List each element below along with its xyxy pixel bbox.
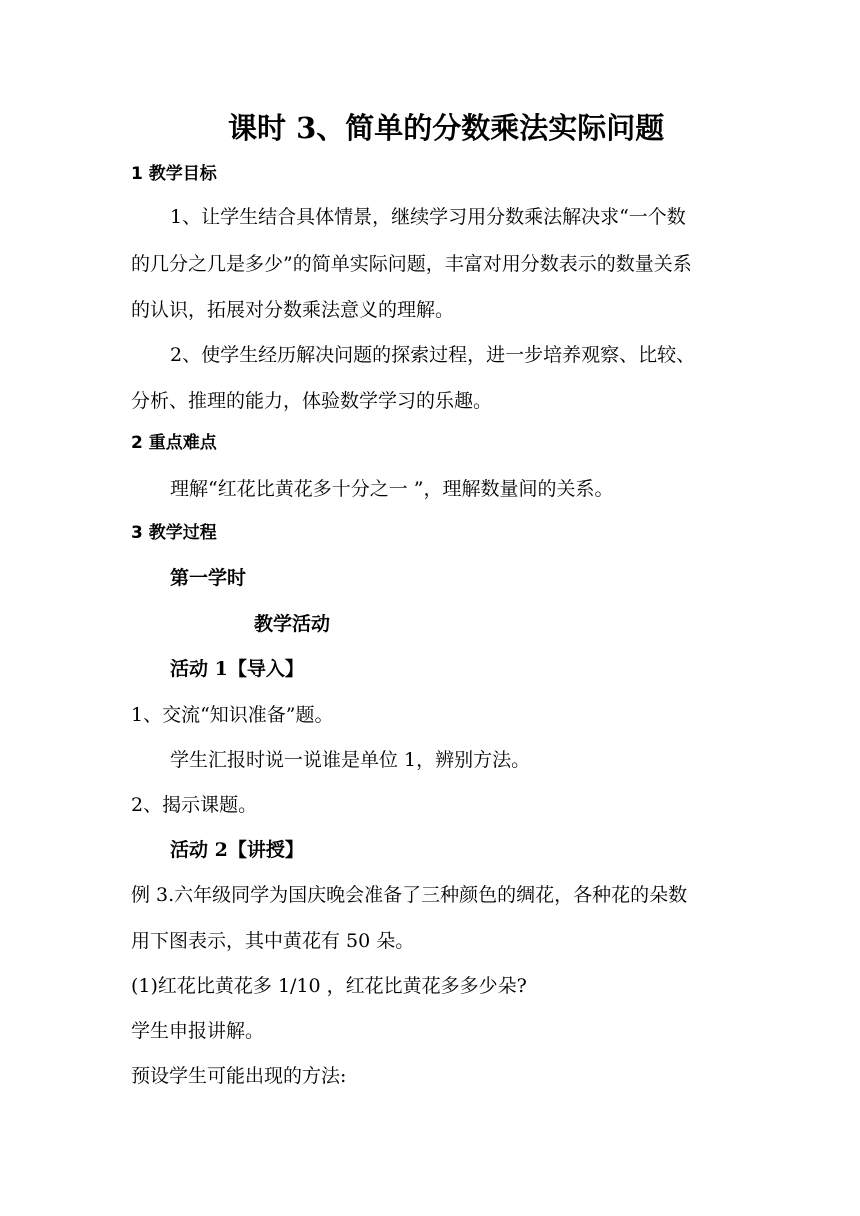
- document-title: 课时 3、简单的分数乘法实际问题: [228, 111, 665, 145]
- paragraph-line: 2、使学生经历解决问题的探索过程，进一步培养观察、比较、: [170, 344, 696, 366]
- activities-title: 教学活动: [254, 613, 331, 635]
- paragraph-line: 学生汇报时说一说谁是单位 1，辨别方法。: [170, 749, 531, 771]
- section-heading-process: 3 教学过程: [131, 523, 217, 543]
- section-heading-goals: 1 教学目标: [131, 164, 217, 184]
- paragraph-line: 1、交流“知识准备”题。: [131, 704, 334, 726]
- lesson-label: 第一学时: [170, 567, 247, 589]
- paragraph-line: 理解“红花比黄花多十分之一 ”，理解数量间的关系。: [170, 478, 614, 500]
- paragraph-line: 分析、推理的能力，体验数学学习的乐趣。: [131, 390, 493, 412]
- paragraph-line: 的认识，拓展对分数乘法意义的理解。: [131, 299, 455, 321]
- paragraph-line: 例 3.六年级同学为国庆晚会准备了三种颜色的绸花，各种花的朵数: [131, 884, 688, 906]
- paragraph-line: 学生申报讲解。: [131, 1020, 265, 1042]
- activity-heading: 活动 1【导入】: [170, 658, 304, 680]
- paragraph-line: 用下图表示，其中黄花有 50 朵。: [131, 930, 415, 952]
- paragraph-line: 预设学生可能出现的方法:: [131, 1065, 347, 1087]
- activity-heading: 活动 2【讲授】: [170, 839, 304, 861]
- paragraph-line: 的几分之几是多少”的简单实际问题，丰富对用分数表示的数量关系: [131, 253, 692, 275]
- paragraph-line: 2、揭示课题。: [131, 794, 258, 816]
- paragraph-line: (1)红花比黄花多 1/10 ，红花比黄花多多少朵?: [131, 975, 527, 997]
- section-heading-keypoints: 2 重点难点: [131, 433, 217, 453]
- paragraph-line: 1、让学生结合具体情景，继续学习用分数乘法解决求“一个数: [170, 206, 686, 228]
